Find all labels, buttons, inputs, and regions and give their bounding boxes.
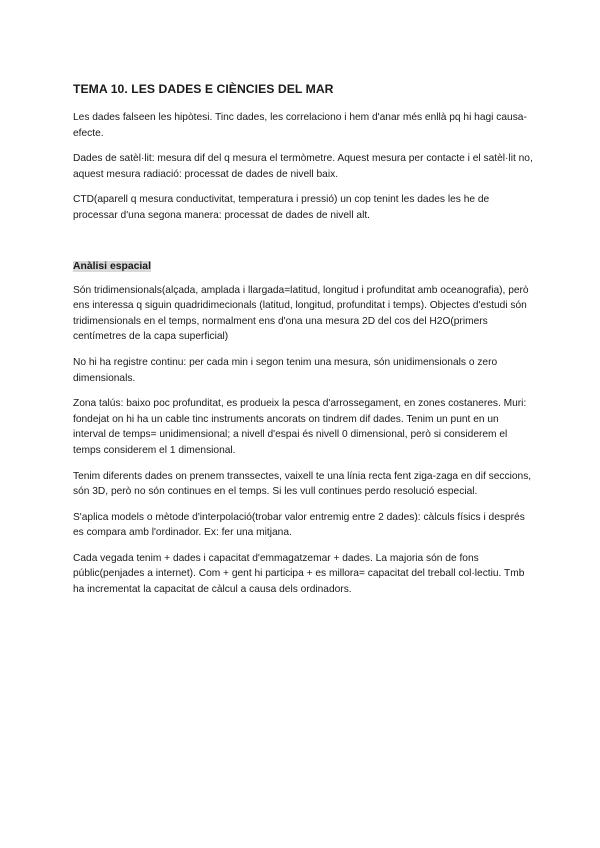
paragraph-section-4: Tenim diferents dades on prenem transsectes, vaixell te una línia recta fent ziga-zaga en dif seccions, són 3D, però no són continues en el temps. Si les vull continues perdo resolució especial. — [73, 470, 532, 498]
paragraph-intro-1: Les dades falseen les hipòtesi. Tinc dades, les correlaciono i hem d'anar més enllà pq hi hagi causa-efecte. — [73, 112, 527, 139]
section-spacer — [73, 234, 533, 259]
document-body — [73, 82, 533, 608]
section-heading — [73, 259, 533, 274]
heading-gap — [73, 274, 533, 283]
paragraph-section-1: Són tridimensionals(alçada, amplada i llargada=latitud, longitud i profunditat amb oceanografia), però ens interessa q siguin quadridimecionals (latitud, longitud, profunditat i temps). Objectes d'estudi són tridimensionals en el temps, normalment ens d'ona una mesura 2D del cos del H2O(primers centímetres de la capa superficial) — [73, 284, 529, 343]
paragraph-intro-3: CTD(aparell q mesura conductivitat, temperatura i pressió) un cop tenint les dades les he de processar d'una segona manera: processat de dades de nivell alt. — [73, 194, 490, 221]
paragraph-section-3: Zona talús: baixo poc profunditat, es produeix la pesca d'arrossegament, en zones costaneres. Muri: fondejat on hi ha un cable tinc instruments ancorats on tindrem dif dades. Tenim un punt en un interval de temps= unidimensional; a nivell d'espai és nivell 0 dimensional, però si considerem el temps considerem el 1 dimensional. — [73, 398, 527, 456]
document-title: TEMA 10. LES DADES E CIÈNCIES DEL MAR — [73, 82, 334, 96]
paragraph-section-2: No hi ha registre continu: per cada min i segon tenim una mesura, són unidimensionals o zero dimensionals. — [73, 356, 498, 384]
section-heading-text: Anàlisi espacial — [73, 260, 151, 272]
paragraph-section-5: S'aplica models o mètode d'interpolació(trobar valor entremig entre 2 dades): càlculs físics i després es compara amb l'ordinador. Ex: fer una mitjana. — [73, 511, 525, 539]
paragraph-section-6: Cada vegada tenim + dades i capacitat d'emmagatzemar + dades. La majoria són de fons públic(penjades a internet). Com + gent hi participa + es millora= capacitat del treball col·lectiu. Tmb ha incrementat la capacitat de càlcul a causa dels ordinadors. — [73, 552, 525, 596]
paragraph-intro-2: Dades de satèl·lit: mesura dif del q mesura el termòmetre. Aquest mesura per contacte i el satèl·lit no, aquest mesura radiació: processat de dades de nivell baix. — [73, 153, 533, 180]
